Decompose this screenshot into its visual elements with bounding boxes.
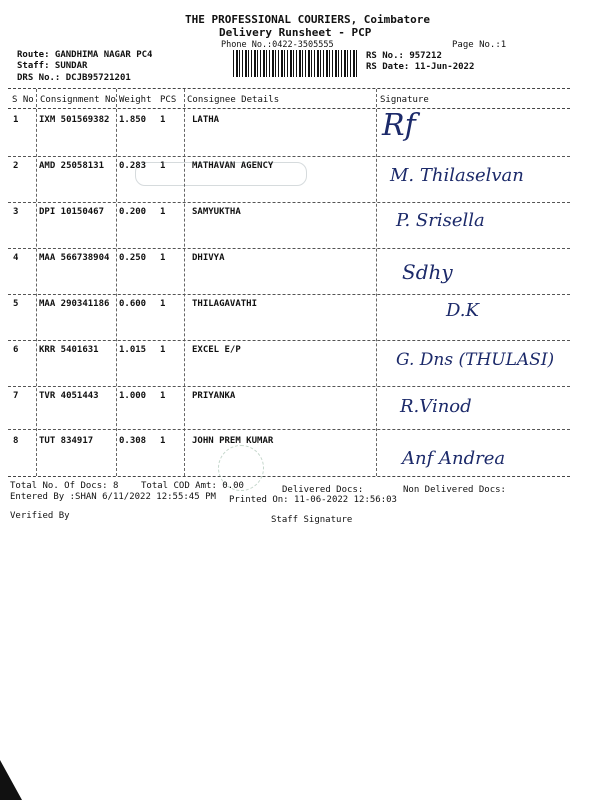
- recipient-signature: G. Dns (THULASI): [396, 350, 555, 370]
- recipient-signature: Anf Andrea: [402, 448, 506, 469]
- row-consignee: JOHN PREM KUMAR: [192, 436, 274, 446]
- row-consignment: MAA 290341186: [39, 299, 110, 309]
- row-consignment: TUT 834917: [39, 436, 94, 446]
- row-consignee: DHIVYA: [192, 253, 225, 263]
- row-divider: [8, 202, 570, 203]
- recipient-signature: Sdhy: [402, 260, 453, 284]
- row-weight: 0.200: [119, 207, 147, 217]
- recipient-signature: D.K: [446, 300, 479, 321]
- recipient-signature: P. Srisella: [396, 210, 485, 231]
- row-divider: [8, 429, 570, 430]
- row-weight: 0.308: [119, 436, 147, 446]
- barcode: [233, 50, 357, 77]
- row-weight: 1.000: [119, 391, 147, 401]
- row-divider: [8, 386, 570, 387]
- divider: [8, 108, 570, 109]
- printed-on: Printed On: 11-06-2022 12:56:03: [229, 495, 397, 505]
- row-sno: 2: [13, 161, 19, 171]
- non-delivered-docs: Non Delivered Docs:: [403, 485, 506, 495]
- row-weight: 1.015: [119, 345, 147, 355]
- row-consignee: LATHA: [192, 115, 220, 125]
- row-divider: [8, 294, 570, 295]
- row-sno: 8: [13, 436, 19, 446]
- total-docs: Total No. Of Docs: 8: [10, 481, 119, 491]
- row-consignee: EXCEL E/P: [192, 345, 241, 355]
- rs-date: RS Date: 11-Jun-2022: [366, 62, 475, 72]
- divider: [8, 476, 570, 477]
- row-pcs: 1: [160, 436, 166, 446]
- row-weight: 1.850: [119, 115, 147, 125]
- row-consignment: DPI 10150467: [39, 207, 105, 217]
- recipient-signature: Rf: [382, 108, 416, 143]
- row-pcs: 1: [160, 115, 166, 125]
- page-number: Page No.:1: [452, 40, 507, 50]
- row-pcs: 1: [160, 345, 166, 355]
- col-weight: Weight: [119, 95, 152, 105]
- row-consignee: THILAGAVATHI: [192, 299, 258, 309]
- row-weight: 0.250: [119, 253, 147, 263]
- col-consignee: Consignee Details: [187, 95, 280, 105]
- total-cod: Total COD Amt: 0.00: [141, 481, 244, 491]
- row-consignment: TVR 4051443: [39, 391, 99, 401]
- row-divider: [8, 340, 570, 341]
- document-title: Delivery Runsheet - PCP: [219, 26, 372, 39]
- stamp-mark: [135, 162, 307, 186]
- row-consignment: MAA 566738904: [39, 253, 110, 263]
- col-sno: S No: [12, 95, 34, 105]
- row-pcs: 1: [160, 253, 166, 263]
- column-rule: [116, 89, 117, 476]
- row-weight: 0.283: [119, 161, 147, 171]
- row-divider: [8, 156, 570, 157]
- row-pcs: 1: [160, 161, 166, 171]
- recipient-signature: R.Vinod: [400, 396, 472, 417]
- col-consignment: Consignment No: [40, 95, 116, 105]
- route-label: Route: GANDHIMA NAGAR PC4: [17, 50, 153, 60]
- row-pcs: 1: [160, 391, 166, 401]
- row-weight: 0.600: [119, 299, 147, 309]
- column-rule: [36, 89, 37, 476]
- row-divider: [8, 248, 570, 249]
- row-consignee: SAMYUKTHA: [192, 207, 241, 217]
- row-sno: 5: [13, 299, 19, 309]
- divider: [8, 88, 570, 89]
- row-pcs: 1: [160, 299, 166, 309]
- phone-number: Phone No.:0422-3505555: [221, 40, 334, 50]
- row-consignee: PRIYANKA: [192, 391, 236, 401]
- drs-number: DRS No.: DCJB95721201: [17, 73, 131, 83]
- delivered-docs: Delivered Docs:: [282, 485, 364, 495]
- row-sno: 3: [13, 207, 19, 217]
- company-name: THE PROFESSIONAL COURIERS, Coimbatore: [185, 13, 431, 26]
- row-consignment: AMD 25058131: [39, 161, 105, 171]
- row-consignment: IXM 501569382: [39, 115, 110, 125]
- row-consignee: MATHAVAN AGENCY: [192, 161, 274, 171]
- rs-number: RS No.: 957212: [366, 51, 442, 61]
- row-consignment: KRR 5401631: [39, 345, 99, 355]
- verified-by: Verified By: [10, 511, 70, 521]
- row-sno: 4: [13, 253, 19, 263]
- col-pcs: PCS: [160, 95, 177, 105]
- entered-by: Entered By :SHAN 6/11/2022 12:55:45 PM: [10, 492, 216, 502]
- row-sno: 6: [13, 345, 19, 355]
- column-rule: [184, 89, 185, 476]
- row-pcs: 1: [160, 207, 166, 217]
- recipient-signature: M. Thilaselvan: [390, 165, 524, 186]
- col-signature: Signature: [380, 95, 429, 105]
- row-sno: 1: [13, 115, 19, 125]
- staff-label: Staff: SUNDAR: [17, 61, 88, 71]
- row-sno: 7: [13, 391, 19, 401]
- staff-signature: Staff Signature: [271, 515, 353, 525]
- scan-corner-artifact: [0, 760, 40, 800]
- column-rule: [376, 89, 377, 476]
